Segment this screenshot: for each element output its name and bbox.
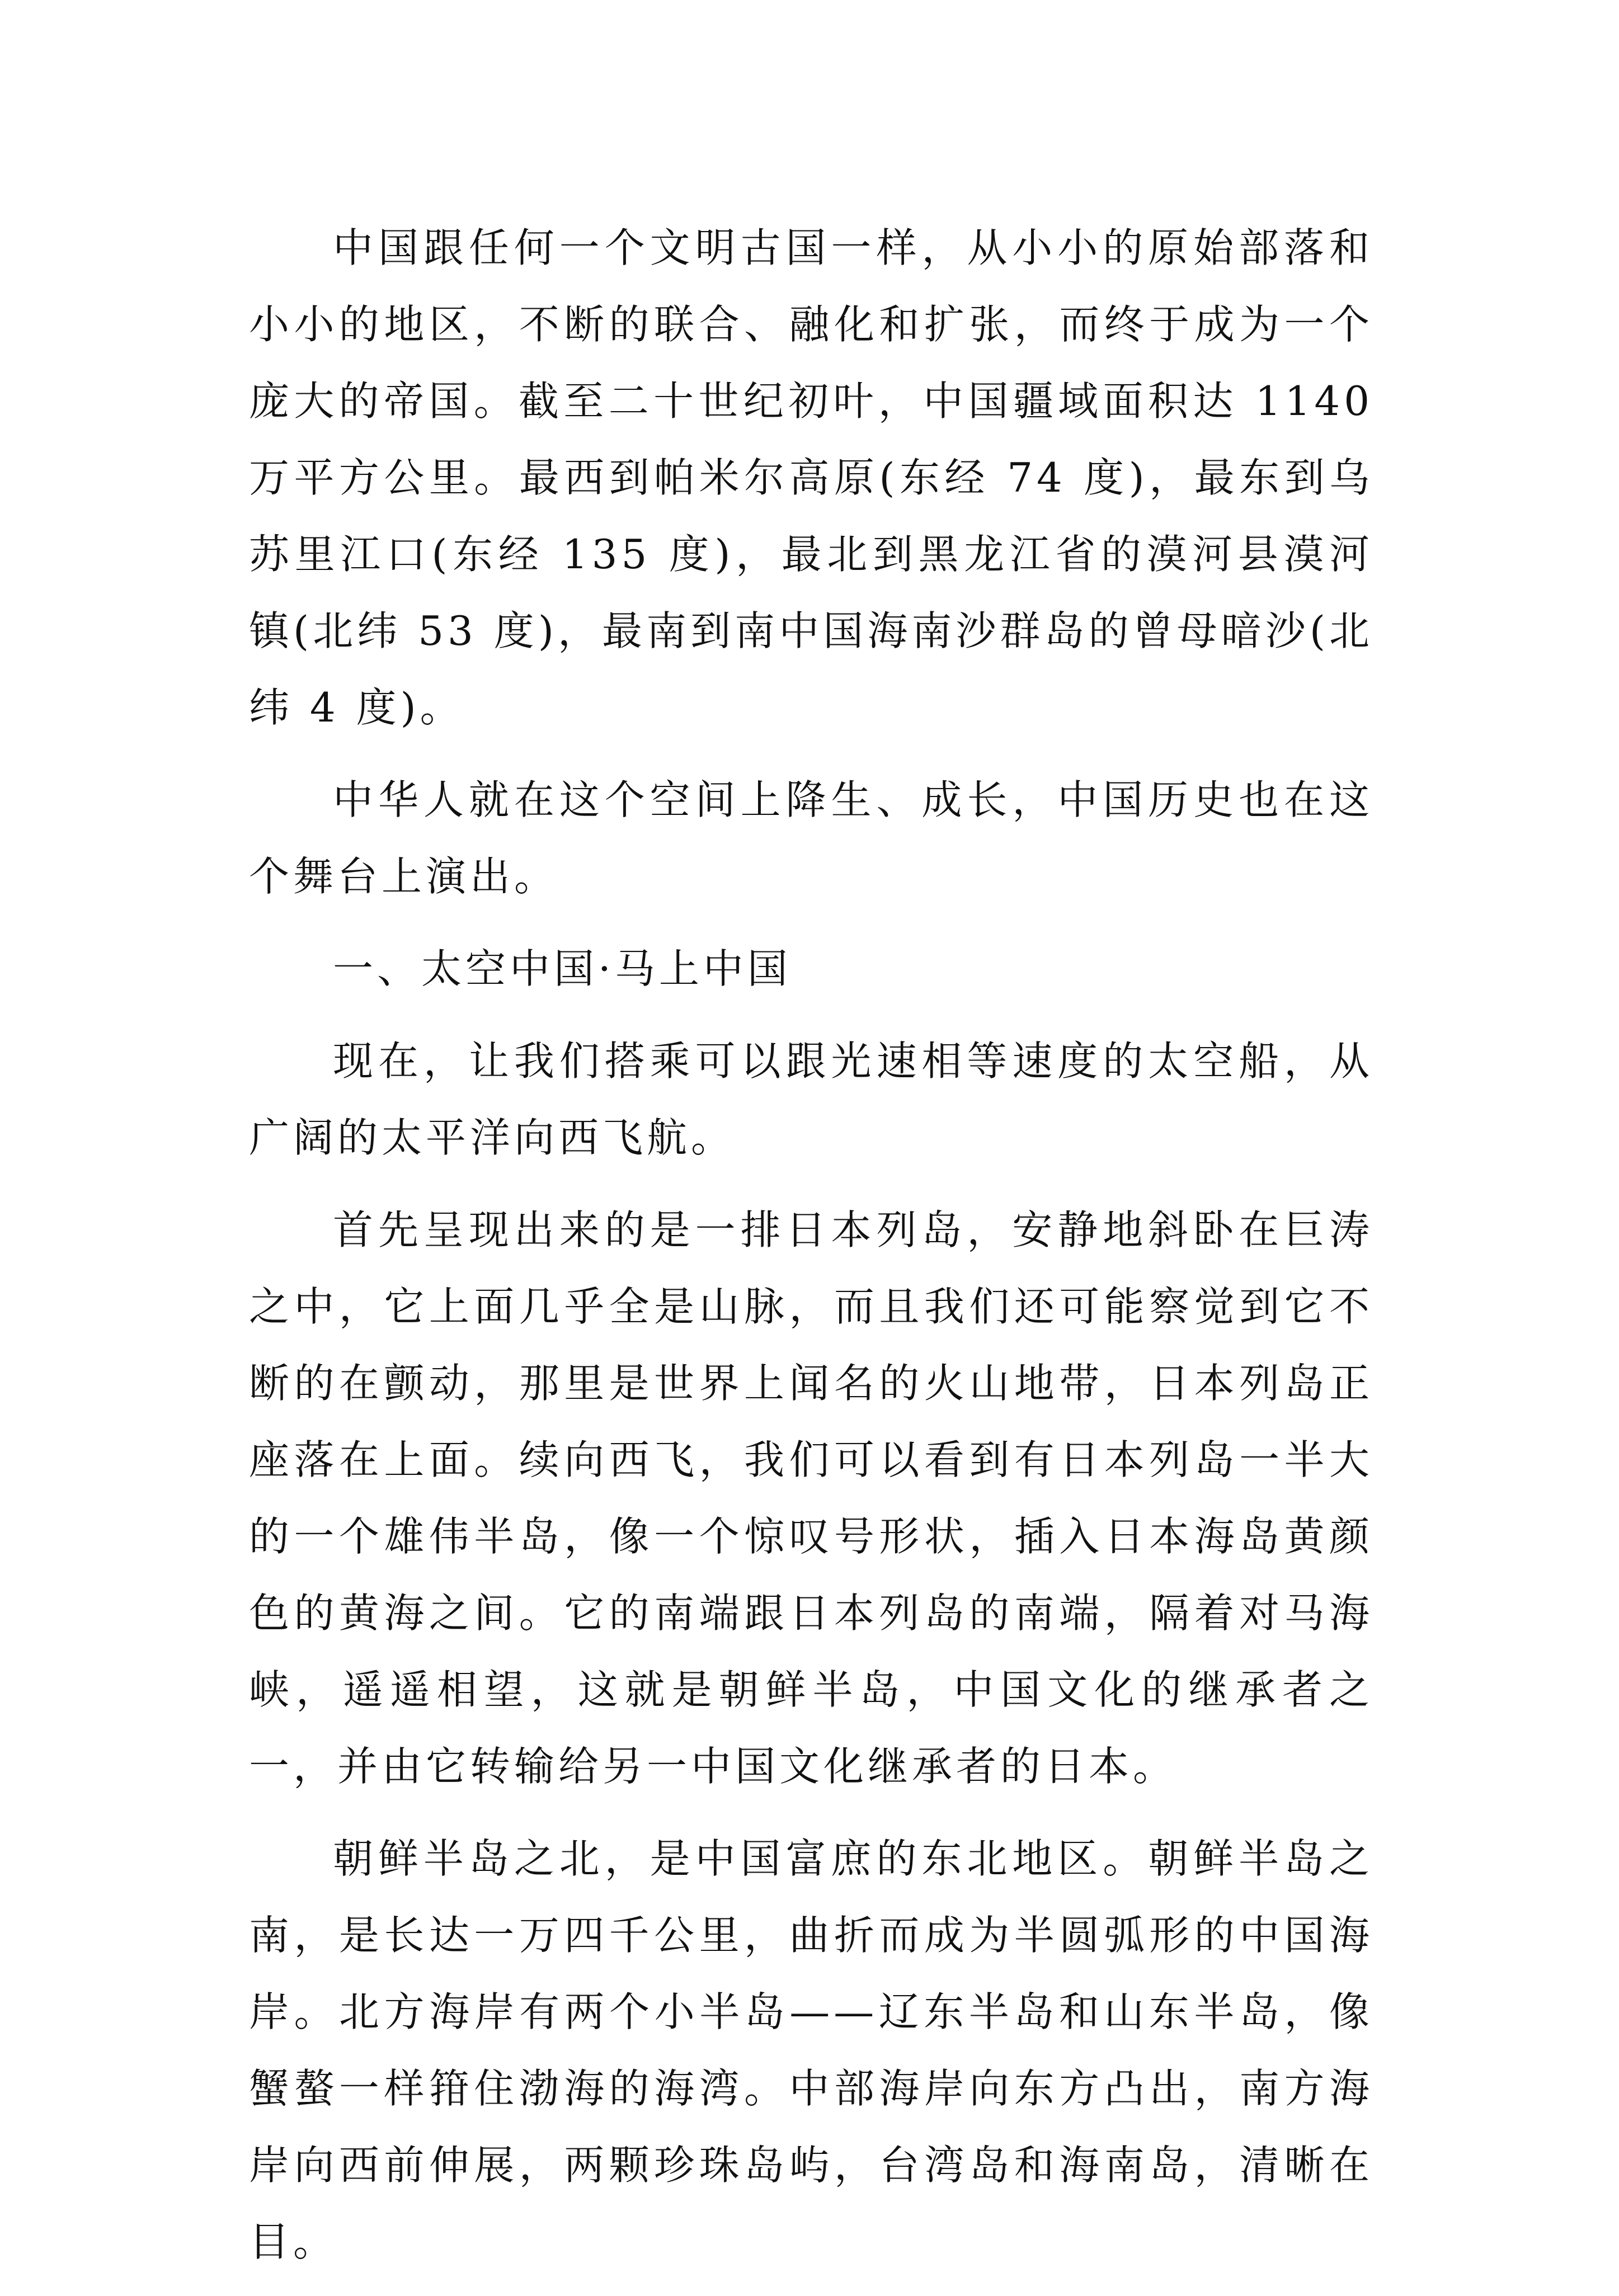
section-heading: 一、太空中国·马上中国	[333, 945, 792, 992]
document-body	[249, 210, 1373, 2296]
paragraph-stage: 中华人就在这个空间上降生、成长，中国历史也在这个舞台上演出。	[249, 776, 1373, 900]
paragraph-japan-korea: 首先呈现出来的是一排日本列岛，安静地斜卧在巨涛之中，它上面几乎全是山脉，而且我们还可能察觉到它不断的在颤动，那里是世界上闻名的火山地带，日本列岛正座落在上面。续向西飞，我们可以看到有日本列岛一半大的一个雄伟半岛，像一个惊叹号形状，插入日本海岛黄颜色的黄海之间。它的南端跟日本列岛的南端，隔着对马海峡，遥遥相望，这就是朝鲜半岛，中国文化的继承者之一，并由它转输给另一中国文化继承者的日本。	[249, 1206, 1373, 1790]
paragraph-territory: 中国跟任何一个文明古国一样，从小小的原始部落和小小的地区，不断的联合、融化和扩张，而终于成为一个庞大的帝国。截至二十世纪初叶，中国疆域面积达 1140 万平方公里。最西到帕米尔高原(东经 74 度)，最东到乌苏里江口(东经 135 度)，最北到黑龙江省的漠河县漠河镇(北纬 53 度)，最南到南中国海南沙群岛的曾母暗沙(北纬 4 度)。	[249, 224, 1373, 731]
paragraph-coastline: 朝鲜半岛之北，是中国富庶的东北地区。朝鲜半岛之南，是长达一万四千公里，曲折而成为半圆弧形的中国海岸。北方海岸有两个小半岛——辽东半岛和山东半岛，像蟹螯一样箝住渤海的海湾。中部海岸向东方凸出，南方海岸向西前伸展，两颗珍珠岛屿，台湾岛和海南岛，清晰在目。	[249, 1835, 1373, 2265]
paragraph-spaceship: 现在，让我们搭乘可以跟光速相等速度的太空船，从广阔的太平洋向西飞航。	[249, 1038, 1373, 1161]
